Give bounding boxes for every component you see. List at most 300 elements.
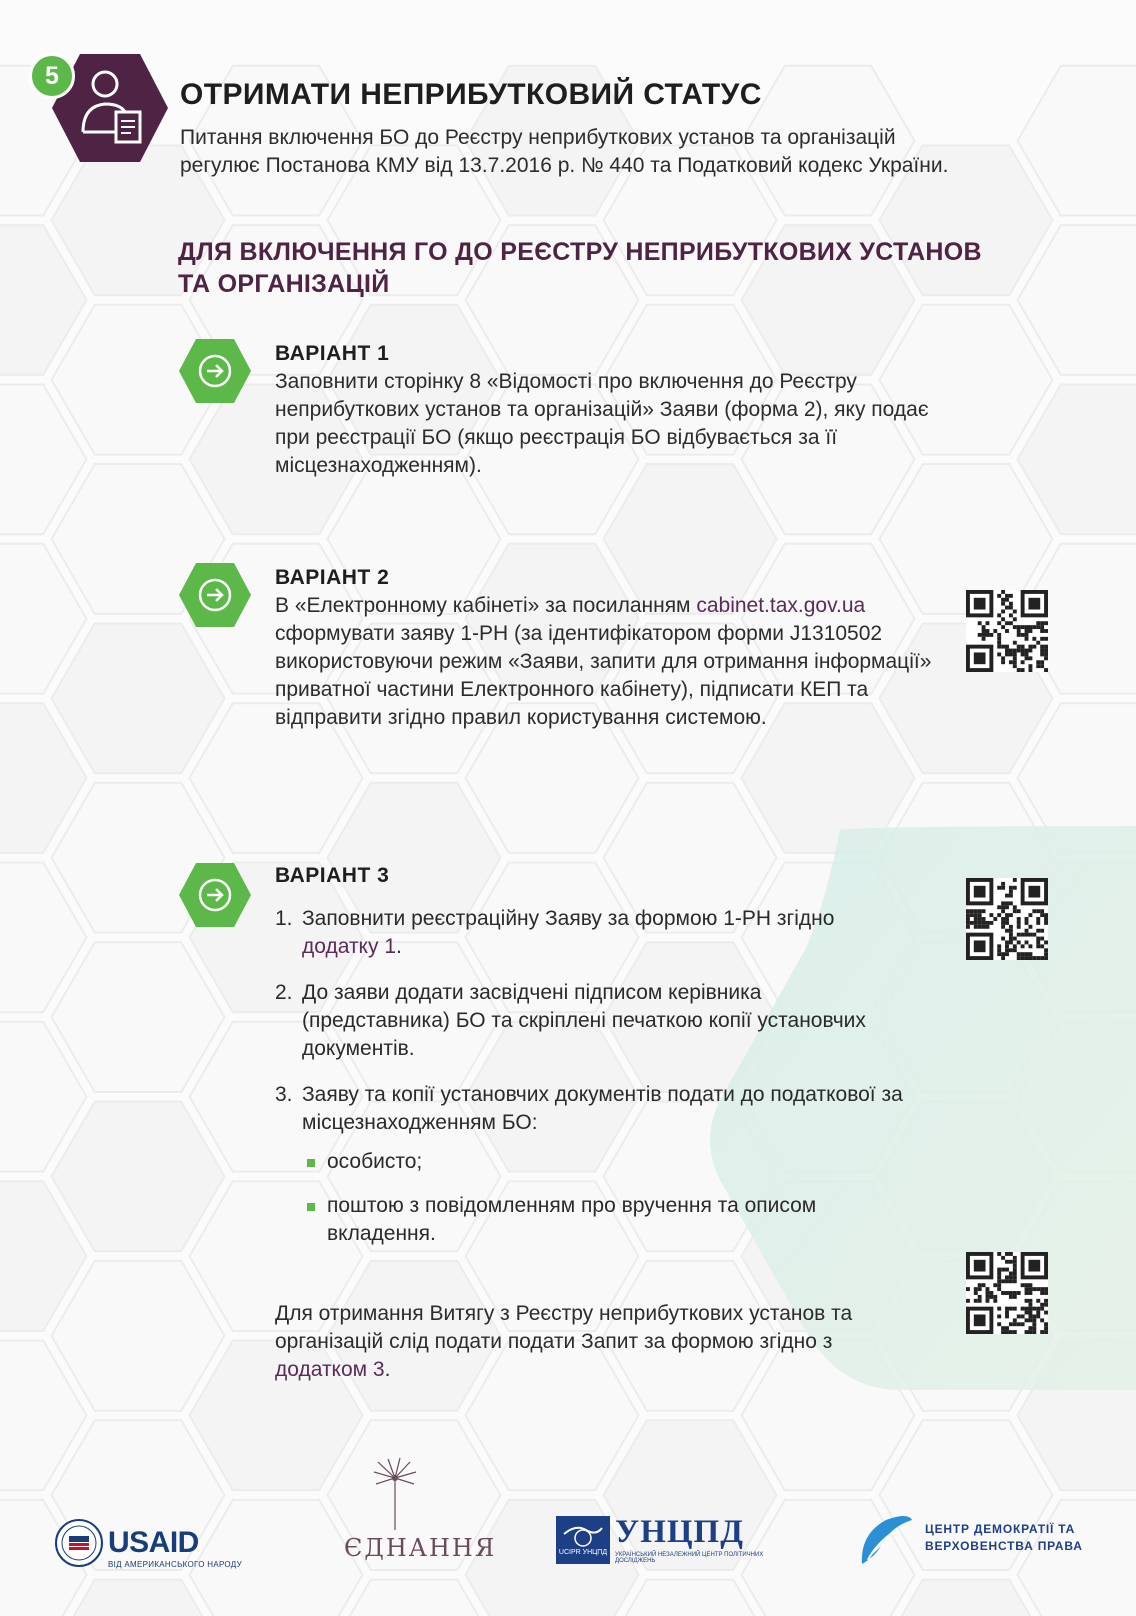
qr-module	[1001, 645, 1005, 649]
qr-module	[982, 925, 986, 929]
usaid-logo: USAID	[108, 1526, 199, 1559]
qr-module	[1017, 625, 1021, 629]
qr-module	[1044, 629, 1048, 633]
background-hexagon	[52, 624, 225, 774]
qr-module	[1001, 925, 1005, 929]
qr-module	[1036, 940, 1040, 944]
qr-module	[1005, 1275, 1009, 1279]
qr-module	[1028, 649, 1032, 653]
qr-module	[1001, 590, 1005, 594]
page-title: ОТРИМАТИ НЕПРИБУТКОВИЙ СТАТУС	[180, 78, 762, 111]
bullet-square-icon	[307, 1159, 315, 1167]
qr-module	[974, 1299, 978, 1303]
qr-code-icon[interactable]	[966, 1252, 1048, 1334]
qr-module	[997, 633, 1001, 637]
qr-module	[1009, 1291, 1013, 1295]
qr-module	[1013, 1330, 1017, 1334]
qr-module	[974, 1314, 986, 1326]
qr-module	[978, 1299, 982, 1303]
qr-module	[997, 594, 1001, 598]
qr-module	[1040, 621, 1044, 625]
qr-module	[1032, 1318, 1036, 1322]
appendix-3-link[interactable]: додатком 3	[275, 1358, 385, 1381]
qr-module	[1001, 956, 1005, 960]
qr-module	[1009, 621, 1013, 625]
qr-module	[1021, 1322, 1025, 1326]
qr-module	[974, 1260, 986, 1272]
uncpd-tagline: УКРАЇНСЬКИЙ НЕЗАЛЕЖНИЙ ЦЕНТР ПОЛІТИЧНИХ ДОСЛІДЖЕНЬ	[615, 1552, 764, 1564]
qr-module	[1044, 1322, 1048, 1326]
qr-module	[1036, 664, 1040, 668]
qr-module	[1040, 1303, 1044, 1307]
qr-module	[1036, 909, 1040, 913]
qr-module	[997, 1283, 1001, 1287]
qr-module	[1001, 917, 1005, 921]
qr-module	[997, 905, 1001, 909]
qr-code-icon[interactable]	[966, 878, 1048, 960]
qr-module	[1009, 594, 1013, 598]
qr-module	[1040, 649, 1044, 653]
qr-module	[1032, 1314, 1036, 1318]
qr-module	[1001, 901, 1005, 905]
qr-module	[1001, 656, 1005, 660]
qr-module	[997, 621, 1001, 625]
qr-module	[1028, 956, 1032, 960]
qr-module	[1005, 1252, 1009, 1256]
qr-module	[1013, 1291, 1017, 1295]
qr-module	[1017, 668, 1021, 672]
qr-module	[1001, 1326, 1005, 1330]
qr-module	[993, 629, 997, 633]
qr-module	[1028, 1287, 1032, 1291]
qr-module	[1040, 652, 1044, 656]
list-item	[275, 1081, 915, 1137]
qr-module	[1013, 641, 1017, 645]
qr-module	[1005, 645, 1009, 649]
qr-module	[1025, 917, 1029, 921]
qr-module	[1005, 940, 1009, 944]
qr-module	[1028, 629, 1032, 633]
extract-note-text: Для отримання Витягу з Реєстру неприбуткових установ та організацій слід подати подати Запит за формою згідно з	[275, 1302, 853, 1353]
qr-code-icon[interactable]	[966, 590, 1048, 672]
qr-module	[1017, 1314, 1021, 1318]
qr-module	[978, 913, 982, 917]
qr-module	[1001, 1291, 1005, 1295]
qr-module	[989, 921, 993, 925]
qr-module	[1032, 909, 1036, 913]
qr-module	[1001, 905, 1005, 909]
dandelion-icon	[370, 1456, 420, 1532]
qr-module	[997, 1314, 1001, 1318]
qr-module	[1025, 649, 1029, 653]
intro-paragraph: Питання включення БО до Реєстру неприбуткових установ та організацій регулює Постанова КМУ від 13.7.2016 р. № 440 та Податковий кодекс України.	[180, 126, 949, 177]
qr-module	[982, 921, 986, 925]
qr-module	[1040, 637, 1044, 641]
arrow-right-circle-icon	[178, 338, 252, 404]
qr-module	[966, 921, 970, 925]
qr-module	[1040, 944, 1044, 948]
qr-module	[1032, 1326, 1036, 1330]
qr-module	[974, 917, 978, 921]
qr-module	[1017, 1291, 1021, 1295]
qr-module	[1005, 913, 1009, 917]
qr-module	[1025, 1299, 1029, 1303]
qr-module	[1013, 1275, 1017, 1279]
background-hexagon	[190, 1500, 363, 1616]
variant-2-text-after: сформувати заяву 1-РН (за ідентифікатором форми J1310502 використовуючи режим «Заяви, запити для отримання інформації» приватної частини Електронного кабінету), підписати КЕП та відправити згідно правил користування системою.	[275, 622, 932, 729]
qr-module	[1013, 1318, 1017, 1322]
qr-module	[1017, 1322, 1021, 1326]
qr-module	[982, 625, 986, 629]
qr-module	[1028, 645, 1032, 649]
qr-module	[1005, 901, 1009, 905]
qr-module	[1001, 625, 1005, 629]
bullet-square-icon	[307, 1203, 315, 1211]
list-item	[275, 979, 915, 1063]
qr-module	[1009, 1252, 1013, 1256]
qr-module	[1009, 602, 1013, 606]
qr-module	[1044, 1287, 1048, 1291]
step-2-text: До заяви додати засвідчені підписом керівника (представника) БО та скріплені печаткою копії установчих документів.	[302, 981, 866, 1060]
qr-module	[986, 1295, 990, 1299]
qr-module	[1021, 1283, 1025, 1287]
qr-module	[1028, 944, 1032, 948]
qr-module	[1028, 1318, 1032, 1322]
qr-module	[1013, 617, 1017, 621]
qr-module	[1040, 1287, 1044, 1291]
qr-module	[1040, 1307, 1044, 1311]
qr-module	[1001, 617, 1005, 621]
qr-module	[1021, 952, 1025, 956]
qr-module	[1009, 940, 1013, 944]
qr-module	[1036, 621, 1040, 625]
qr-module	[1017, 629, 1021, 633]
qr-module	[1017, 633, 1021, 637]
qr-module	[1028, 913, 1032, 917]
qr-module	[993, 1295, 997, 1299]
qr-module	[997, 641, 1001, 645]
qr-module	[1009, 1275, 1013, 1279]
qr-module	[1021, 645, 1025, 649]
qr-module	[966, 917, 970, 921]
qr-module	[1036, 921, 1040, 925]
qr-module	[1036, 944, 1040, 948]
qr-module	[1032, 956, 1036, 960]
pen-nib-logo-icon	[852, 1514, 916, 1568]
qr-module	[993, 1283, 997, 1287]
qr-module	[1009, 890, 1013, 894]
qr-module	[1025, 637, 1029, 641]
qr-module	[1005, 621, 1009, 625]
appendix-1-link[interactable]: додатку 1	[302, 935, 396, 958]
qr-module	[989, 913, 993, 917]
qr-module	[1025, 633, 1029, 637]
qr-module	[1044, 940, 1048, 944]
qr-module	[1009, 894, 1013, 898]
qr-module	[1021, 944, 1025, 948]
qr-module	[1009, 929, 1013, 933]
qr-module	[997, 944, 1001, 948]
qr-module	[1032, 1330, 1036, 1334]
qr-module	[1021, 625, 1025, 629]
qr-module	[989, 1291, 993, 1295]
qr-module	[1005, 606, 1009, 610]
qr-module	[1005, 894, 1009, 898]
qr-module	[1025, 652, 1029, 656]
qr-module	[982, 637, 986, 641]
qr-module	[1040, 1330, 1044, 1334]
qr-module	[1044, 637, 1048, 641]
qr-module	[1028, 1314, 1032, 1318]
qr-module	[1028, 1326, 1032, 1330]
qr-module	[1032, 625, 1036, 629]
qr-module	[1036, 1311, 1040, 1315]
qr-module	[1036, 956, 1040, 960]
qr-module	[978, 925, 982, 929]
qr-module	[1009, 1295, 1013, 1299]
qr-module	[1040, 660, 1044, 664]
qr-module	[1013, 878, 1017, 882]
qr-module	[997, 613, 1001, 617]
qr-module	[1005, 1311, 1009, 1315]
qr-module	[1013, 1272, 1017, 1276]
qr-module	[986, 633, 990, 637]
qr-module	[997, 1275, 1001, 1279]
qr-module	[997, 645, 1001, 649]
qr-module	[986, 925, 990, 929]
qr-module	[997, 886, 1001, 890]
qr-module	[970, 909, 974, 913]
variant-3-steps	[275, 905, 915, 1155]
qr-module	[1040, 956, 1044, 960]
qr-module	[1005, 917, 1009, 921]
qr-module	[1025, 625, 1029, 629]
qr-module	[1005, 944, 1009, 948]
qr-module	[1001, 1268, 1005, 1272]
qr-module	[974, 598, 986, 610]
qr-module	[978, 1295, 982, 1299]
cabinet-link[interactable]: cabinet.tax.gov.ua	[696, 594, 866, 617]
qr-module	[974, 909, 978, 913]
qr-module	[1005, 1314, 1009, 1318]
qr-module	[982, 629, 986, 633]
qr-module	[1040, 629, 1044, 633]
qr-module	[978, 1287, 982, 1291]
qr-module	[1028, 656, 1032, 660]
qr-module	[1036, 937, 1040, 941]
qr-module	[997, 913, 1001, 917]
qr-module	[1013, 1295, 1017, 1299]
qr-module	[1009, 1272, 1013, 1276]
uncpd-badge-text: UCIPR УНЦПД	[558, 1549, 608, 1556]
qr-module	[1044, 917, 1048, 921]
qr-module	[1025, 1330, 1029, 1334]
qr-module	[1017, 933, 1021, 937]
qr-module	[1044, 1291, 1048, 1295]
qr-module	[1009, 1322, 1013, 1326]
qr-module	[1025, 1311, 1029, 1315]
qr-module	[978, 921, 982, 925]
qr-module	[1009, 652, 1013, 656]
qr-module	[1005, 598, 1009, 602]
extract-note	[275, 1300, 915, 1384]
qr-module	[970, 921, 974, 925]
qr-module	[1036, 1287, 1040, 1291]
qr-module	[1025, 1291, 1029, 1295]
qr-module	[974, 886, 986, 898]
qr-module	[1032, 1322, 1036, 1326]
qr-module	[1009, 613, 1013, 617]
qr-module	[1025, 1318, 1029, 1322]
usaid-seal-icon	[54, 1518, 104, 1568]
qr-module	[1005, 652, 1009, 656]
qr-module	[1001, 909, 1005, 913]
usaid-tagline: ВІД АМЕРИКАНСЬКОГО НАРОДУ	[108, 1560, 242, 1569]
qr-module	[966, 1287, 970, 1291]
qr-module	[1021, 1314, 1025, 1318]
qr-module	[1044, 1330, 1048, 1334]
qr-module	[1013, 1268, 1017, 1272]
qr-module	[974, 913, 978, 917]
qr-module	[1009, 933, 1013, 937]
qr-module	[1013, 660, 1017, 664]
qr-module	[1017, 956, 1021, 960]
arrow-right-circle-icon	[178, 562, 252, 628]
qr-module	[1028, 625, 1032, 629]
qr-module	[1009, 948, 1013, 952]
qr-module	[1009, 937, 1013, 941]
qr-module	[982, 917, 986, 921]
qr-module	[974, 925, 978, 929]
qr-module	[1044, 952, 1048, 956]
qr-module	[1005, 1330, 1009, 1334]
delivery-options	[305, 1148, 865, 1264]
qr-module	[989, 633, 993, 637]
qr-module	[1040, 664, 1044, 668]
step-3-number: 3.	[275, 1083, 293, 1106]
uncpd-logo: УНЦПД	[615, 1514, 744, 1550]
qr-module	[978, 633, 982, 637]
qr-module	[978, 1283, 982, 1287]
qr-module	[1005, 649, 1009, 653]
qr-module	[1005, 594, 1009, 598]
qr-module	[1009, 660, 1013, 664]
qr-module	[974, 652, 986, 664]
qr-module	[1013, 1279, 1017, 1283]
list-item	[275, 905, 915, 961]
qr-module	[974, 921, 978, 925]
qr-module	[986, 629, 990, 633]
qr-module	[1028, 598, 1040, 610]
qr-module	[1040, 909, 1044, 913]
qr-module	[1013, 610, 1017, 614]
extract-note-suffix: .	[384, 1358, 391, 1381]
qr-module	[1025, 629, 1029, 633]
qr-module	[966, 909, 970, 913]
qr-module	[1021, 956, 1025, 960]
qr-module	[1001, 598, 1005, 602]
qr-module	[1013, 649, 1017, 653]
qr-module	[997, 948, 1001, 952]
qr-module	[986, 1287, 990, 1291]
qr-module	[993, 917, 997, 921]
qr-module	[1021, 933, 1025, 937]
qr-module	[970, 913, 974, 917]
qr-module	[1040, 1291, 1044, 1295]
qr-module	[1028, 1283, 1032, 1287]
qr-module	[1017, 649, 1021, 653]
qr-module	[1025, 1287, 1029, 1291]
qr-module	[982, 633, 986, 637]
qr-module	[1028, 668, 1032, 672]
qr-module	[1044, 913, 1048, 917]
qr-module	[1013, 625, 1017, 629]
qr-module	[1009, 649, 1013, 653]
qr-module	[1044, 652, 1048, 656]
qr-module	[1013, 652, 1017, 656]
qr-module	[974, 1291, 978, 1295]
qr-module	[1025, 952, 1029, 956]
qr-module	[986, 621, 990, 625]
qr-module	[1032, 1307, 1036, 1311]
center-democracy-logo: ЦЕНТР ДЕМОКРАТІЇ ТА ВЕРХОВЕНСТВА ПРАВА	[925, 1522, 1083, 1553]
qr-module	[1036, 625, 1040, 629]
qr-module	[1032, 1287, 1036, 1291]
qr-module	[1044, 1326, 1048, 1330]
qr-module	[1005, 921, 1009, 925]
qr-module	[989, 1295, 993, 1299]
step-1-suffix: .	[396, 935, 402, 958]
qr-module	[978, 917, 982, 921]
qr-module	[1017, 645, 1021, 649]
qr-module	[997, 637, 1001, 641]
qr-module	[1040, 929, 1044, 933]
step-2-number: 2.	[275, 981, 293, 1004]
qr-module	[1001, 602, 1005, 606]
qr-module	[997, 1307, 1001, 1311]
qr-module	[986, 921, 990, 925]
qr-module	[1040, 625, 1044, 629]
qr-module	[1005, 1326, 1009, 1330]
qr-module	[1028, 925, 1032, 929]
qr-module	[1013, 1307, 1017, 1311]
qr-module	[1044, 948, 1048, 952]
qr-module	[1036, 929, 1040, 933]
qr-module	[997, 952, 1001, 956]
qr-module	[1013, 886, 1017, 890]
qr-module	[1044, 668, 1048, 672]
qr-module	[1028, 1291, 1032, 1295]
qr-module	[1028, 886, 1040, 898]
variant-1-heading: ВАРІАНТ 1	[275, 342, 390, 365]
qr-module	[966, 1299, 970, 1303]
qr-module	[1032, 933, 1036, 937]
bullet-text: поштою з повідомленням про вручення та описом вкладення.	[327, 1194, 817, 1245]
qr-module	[1021, 668, 1025, 672]
qr-module	[1032, 637, 1036, 641]
qr-module	[1013, 1322, 1017, 1326]
variant-2-text-before: В «Електронному кабінеті» за посиланням	[275, 594, 697, 617]
qr-module	[1013, 656, 1017, 660]
qr-module	[1001, 937, 1005, 941]
variant-1-text: Заповнити сторінку 8 «Відомості про включення до Реєстру неприбуткових установ та організацій» Заяви (форма 2), яку подає при реєстрації БО (якщо реєстрація БО відбувається за її місцезнаходженням).	[275, 370, 929, 477]
arrow-right-circle-icon	[178, 862, 252, 928]
qr-module	[978, 621, 982, 625]
list-item	[305, 1148, 865, 1176]
qr-module	[1001, 1330, 1005, 1334]
qr-module	[1005, 952, 1009, 956]
qr-module	[1001, 921, 1005, 925]
